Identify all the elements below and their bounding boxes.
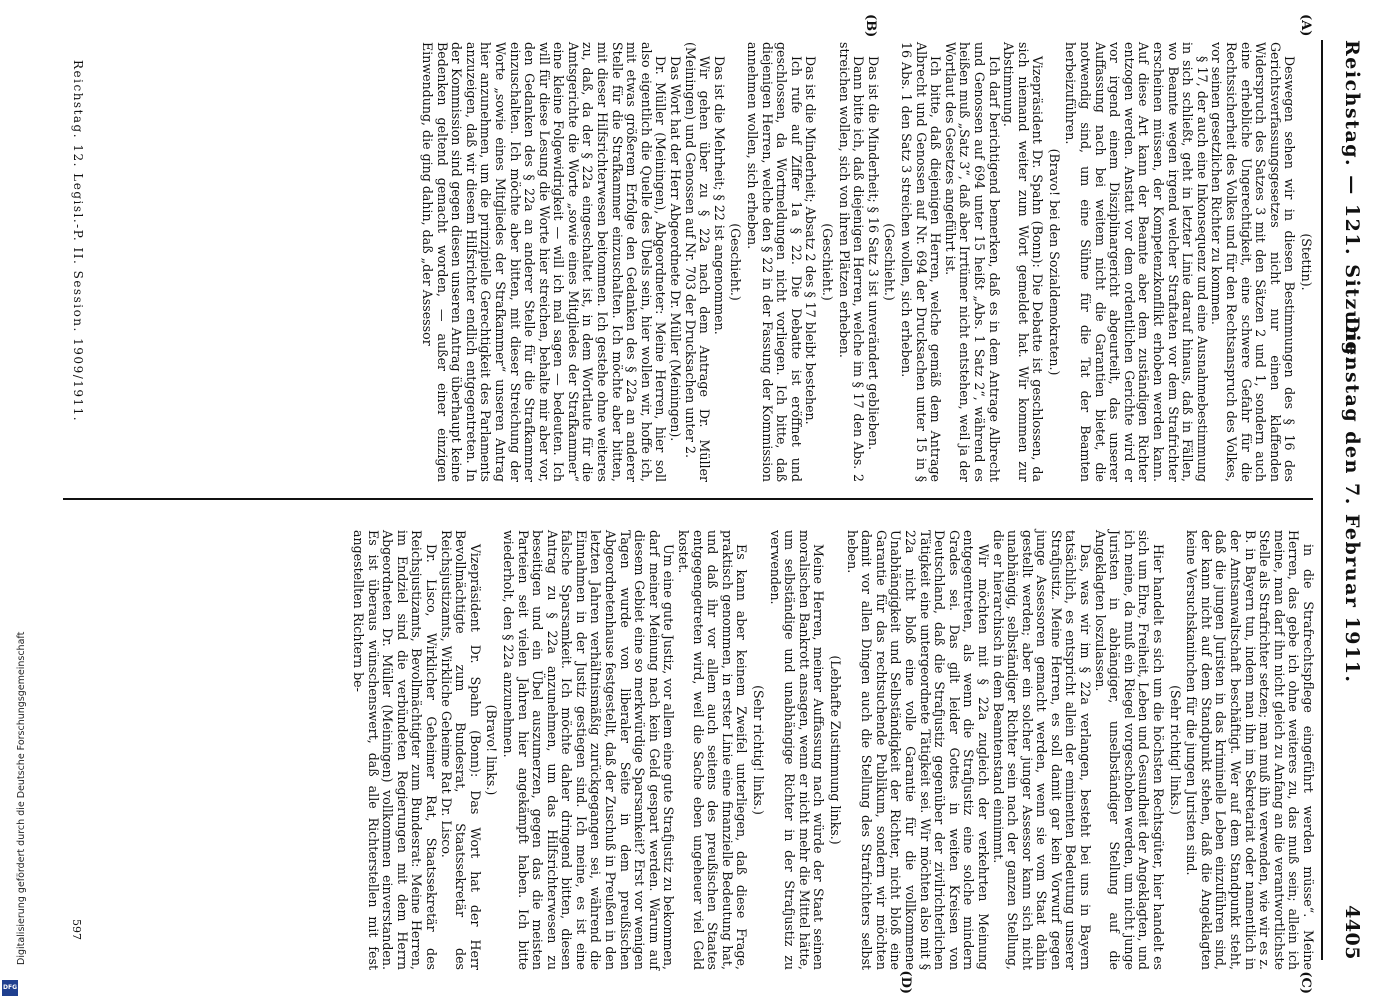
left-text-column [419,42,1315,482]
credit-text: Digitalisierung gefördert durch die Deutsche Forschungsgemeinschaft [16,631,27,965]
paragraph: Ich bitte, daß diejenigen Herren, welche gemäß dem Antrage Albrecht und Genossen auf Nr. 694 der Drucksachen unter 15 in § 16 Abs. 1 den Satz 3 streichen wollen, sich erheben. [898,42,944,482]
column-divider [63,498,1313,500]
right-text-column [350,530,1315,970]
header-left: Reichstag. — 121. Sitzung. [1341,40,1363,365]
stage-direction: (Geschieht.) [882,223,898,301]
paragraph: Das ist die Minderheit; Absatz 2 des § 17 bleibt bestehen. [803,56,819,425]
margin-marker-a: (A) [1298,14,1313,37]
stage-direction: (Sehr richtig! links.) [1167,685,1183,815]
paragraph: Vizepräsident Dr. Spahn (Bonn): Die Debatte ist geschlossen, da sich niemand weiter zum Wort gemeldet hat. Wir kommen zur Abstimmung. [1001,42,1046,482]
paragraph: Das Wort hat der Herr Abgeordnete Dr. Müller (Meiningen). [668,56,684,442]
paragraph: Dr. Lisco, Wirklicher Geheimer Rat, Staatssekretär des Reichsjustizamts, Bevollmächtigter zum Bundesrat: Meine Herren, im Endziel sind die verbündeten Regierungen mit dem Herrn Abgeordneten Dr. Müller (Meiningen) vollkommen einverstanden. Es ist überaus wünschenswert, daß alle Richterstellen mit fest angestellten Richtern be- [351,530,439,970]
paragraph: Hier handelt es sich um die höchsten Rechtsgüter, hier handelt es sich um Ehre, Freiheit, Leben und Gesundheit der Angeklagten, und ich meine, da muß ein Riegel vorgeschoben werden, um nicht junge Juristen in abhängiger, unselbständiger Stellung auf die Angeklagten loszulassen. [1092,530,1167,970]
stage-direction: (Bravo! links.) [484,704,500,796]
paragraph: Ich darf berichtigend bemerken, daß es in dem Antrage Albrecht und Genossen auf 694 unter 15 heißt „Abs. 1 Satz 2“, während es heißen muß „Satz 3“, daß aber Irrtümer nicht entstehen, weil ja der Wortlaut des Gesetzes angeführt ist. [942,42,1002,482]
stage-direction: (Bravo! bei den Sozialdemokraten.) [1046,148,1062,376]
paragraph: Ich rufe auf Ziffer 1a § 22. Die Debatte ist eröffnet und geschlossen, da Wortmeldungen nicht vorliegen. Ich bitte, daß diejenigen Herren, welche den § 22 in der Fassung der Kommission annehmen wollen, sich erheben. [745,42,804,482]
running-header [1333,40,1363,960]
paragraph: Meine Herren, meiner Auffassung nach würde der Staat seinen moralischen Bankrott ansagen, wenn er nicht mehr die Mittel hätte, um selbständige und unabhängige Richter in der Strafjustiz zu verwenden. [767,530,827,970]
paragraph: Wir gehen über zu § 22a nach dem Antrage Dr. Müller (Meiningen) und Genossen auf Nr. 703 der Drucksachen unter 2. [682,42,713,482]
stage-direction: (Lebhafte Zustimmung links.) [828,655,843,845]
stage-direction: (Sehr richtig! links.) [751,685,767,815]
paragraph: Vizepräsident Dr. Spahn (Bonn): Das Wort hat der Herr Bevollmächtigte zum Bundesrat, Staatssekretär des Reichsjustizamts, Wirkliche Geheime Rat Dr. Lisco. [438,530,483,970]
paragraph: Deswegen sehen wir in diesen Bestimmungen des § 16 des Gerichtsverfassungsgesetzes nicht nur einen klaffenden Widerspruch des Satzes 3 mit den Sätzen 2 und 1, sondern auch eine erhebliche Ungerechtigkeit, eine schwere Gefahr für die Rechtssicherheit des Volkes und für den Rechtsanspruch des Volkes, vor seinen gesetzlichen Richter zu kommen. [1209,42,1298,482]
paragraph: Wir möchten mit § 22a zugleich der verkehrten Meinung entgegentreten, als wenn die Strafjustiz eine solche mindern Grades sei. Das gilt leider Gottes in weiten Kreisen von Deutschland, daß die Strafjustiz gegenüber der zivilrichterlichen Tätigkeit eine untergeordnete Tätigkeit sei. Wir möchten also mit § 22a nicht bloß eine volle Garantie für die vollkommene Unabhängigkeit und Selbständigkeit der Richter, nicht bloß eine Garantie für das rechtsuchende Publikum, sondern wir möchten damit vor allen Dingen auch die Stellung des Strafrichters selbst heben. [844,530,991,970]
paragraph: Dann bitte ich, daß diejenigen Herren, welche im § 17 den Abs. 2 streichen wollen, sich von ihren Plätzen erheben. [836,42,867,482]
stage-direction: (Geschieht.) [820,223,835,301]
digitization-credit [4,0,27,976]
page-number-header: 4405 [1341,905,1363,960]
paragraph: § 17, der auch eine Inkonsequenz und eine Ausnahmebestimmung in sich schließt, geht in letzter Linie darauf hinaus, daß in Fällen, wo Beamte wegen irgend welcher Straftaten vor dem Strafrichter erscheinen müssen, der Kompetenzkonflikt erhoben werden kann. Auf diese Art kann der Beamte aber dem zuständigen Richter entzogen werden. Anstatt vor dem ordentlichen Gerichte wird er vor irgend einem Disziplinargericht abgeurteilt, das unserer Auffassung nach bei weitem nicht die Garantien bietet, die notwendig sind, um eine Sühne für die Tat der Beamten herbeizuführen. [1063,42,1210,482]
margin-marker-b: (B) [863,14,878,38]
paragraph: Um eine gute Justiz, vor allem eine gute Strafjustiz zu bekommen, darf meiner Meinung nach kein Geld gespart werden. Warum auf diesem Gebiet eine so merkwürdige Sparsamkeit? Erst vor wenigen Tagen wurde von liberaler Seite in dem preußischen Abgeordnetenhause festgestellt, daß der Zuschuß in Preußen in den letzten Jahren verhältnismäßig zurückgegangen sei, während die Einnahmen in der Justiz gestiegen sind. Ich meine, es ist eine falsche Sparsamkeit. Ich möchte daher dringend bitten, diesen Antrag zu § 22a anzunehmen, um das Hilfsrichterwesen zu beseitigen und ein Übel auszumerzen, gegen das die meisten Parteien seit vielen Jahren hier angekämpft haben. Ich bitte wiederholt, den § 22a anzunehmen. [500,530,677,970]
paragraph: Das, was wir im § 22a verlangen, besteht bei uns in Bayern tatsächlich, es entspricht allein der eminenten Bedeutung unserer Strafjustiz. Meine Herren, es soll damit gar kein Vorwurf gegen junge Assessoren gemacht werden, wenn sie vom Staat dahin gestellt werden; aber ein solcher junger Assessor kann sich nicht unabhängig, selbständiger Richter sein nach der ganzen Stellung, die er hierarchisch in dem Beamtenstand einnimmt. [990,530,1094,970]
margin-marker-d: (D) [898,970,913,994]
paragraph: Dr. Müller (Meiningen), Abgeordneter: Meine Herren, hier soll also eigentlich die Quelle des Übels sein, hier wollen wir, hoffe ich, mit etwas größerem Erfolge den Gedanken des § 22a an anderer Stelle für die Strafkammer einzuschalten. Ich möchte aber bitten, mit dieser Hilfsrichterwesen beitommen. Ich gestehe ohne weiteres zu, daß, da der § 22a eingeschaltet ist, in dem Wortlaute für die Amtsgerichte die Worte „sowie eines Mitgliedes der Strafkammer“ eine kleine Folgewidrigkeit — will ich mal sagen — bedeuten. Ich will für diese Lesung die Worte hier streichen, behalte mir aber vor, den Gedanken des § 22a an anderer Stelle für die Strafkammer einzuschalten. Ich möchte aber bitten, mit dieser Streichung der Worte „sowie eines Mitgliedes der Strafkammer“ unseren Antrag hier anzunehmen, um die prinzipielle Gerechtigkeit des Parlaments anzuzeigen, daß wir diesem Hilfsrichter endlich entgegentreten. In der Kommission sind gegen diesen unseren Antrag überhaupt keine Bedenken geltend gemacht worden, — außer einer einzigen Einwendung, die ging dahin, daß „der Assessor [419,42,669,482]
paragraph: Es kann aber keinem Zweifel unterliegen, daß diese Frage, praktisch genommen, in erster Linie eine finanzielle Bedeutung hat, und daß ihr vor allem auch seitens des preußischen Staates entgegengetreten wird, weil die Sache eben ungeheuer viel Geld kostet. [676,530,750,970]
header-center: Dienstag den 7. Februar 1911. [1341,316,1363,684]
stage-direction: (Geschieht.) [728,223,744,301]
paragraph: Das ist die Minderheit; § 16 Satz 3 ist unverändert geblieben. [865,56,881,451]
stage-direction: (Stettin). [1299,233,1314,291]
margin-marker-c: (C) [1298,971,1313,994]
paragraph: in die Strafrechtspflege eingeführt werden müsse“. Meine Herren, das gebe ich ohne weiteres zu, das muß sein; allein ich meine, man darf ihn nicht gleich zu Anfang an die verantwortlichste Stelle als Strafrichter setzen; man muß ihn verwenden, wie wir es z. B. in Bayern tun, indem man ihn im Sekretariat oder namentlich in der Amtsanwaltschaft beschäftigt. Wer auf dem Standpunkt steht, daß die jungen Juristen in das kriminelle Leben einzuführen sind, der kann nicht auf dem Standpunkt stehen, daß die Angeklagten keine Versuchskaninchen für die jungen Juristen sind. [1184,530,1316,970]
dfg-logo-icon: DFG [2,980,18,996]
paragraph: Das ist die Mehrheit; § 22 ist angenommen. [711,56,727,335]
footer-left: Reichstag. 12. Legisl.-P. II. Session. 1909/1911. [71,60,85,423]
page-number-footer: 597 [70,919,83,940]
header-rule [1321,40,1323,960]
